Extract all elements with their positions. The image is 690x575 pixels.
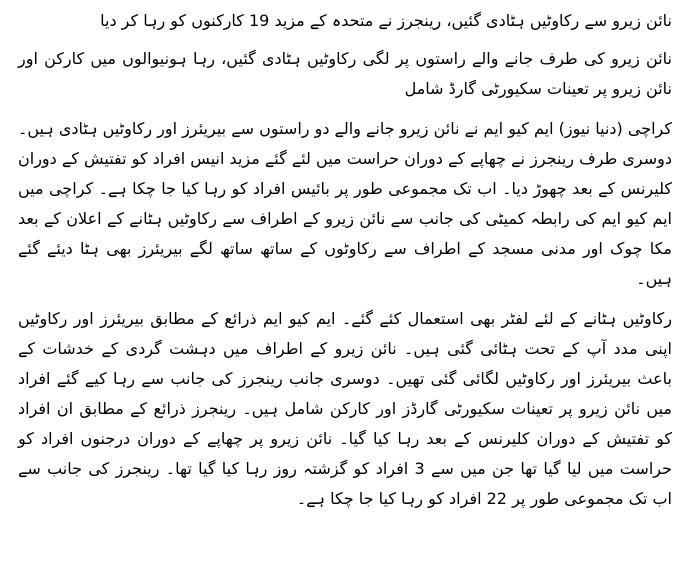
article-paragraph-1: کراچی (دنیا نیوز) ایم کیو ایم نے نائن زیرو جانے والے دو راستوں سے بیریئرز اور رکاوٹیں ہٹادی ہیں۔ دوسری طرف رینجرز نے چھاپے کے دوران حراست میں لئے گئے مزید انیس افراد کو تفتیش کے دوران کلیرنس کے بعد چھوڑ دیا۔ اب تک مجموعی طور پر بائیس افراد کو رہا کیا جا چکا ہے۔ کراچی میں ایم کیو ایم کی رابطہ کمیٹی کی جانب سے نائن زیرو کے اطراف سے رکاوٹیں ہٹانے کے اعلان کے بعد مکا چوک اور مدنی مسجد کے اطراف سے رکاوٹوں کے ساتھ ساتھ لگے بیریئرز بھی ہٹا دیئے گئے ہیں۔: [18, 119, 672, 288]
article-paragraph-2: رکاوٹیں ہٹانے کے لئے لفٹر بھی استعمال کئے گئے۔ ایم کیو ایم ذرائع کے مطابق بیریئرز اور رکاوٹیں اپنی مدد آپ کے تحت ہٹائی گئی ہیں۔ نائن زیرو کے اطراف میں دہشت گردی کے خدشات کے باعث بیریئرز اور رکاوٹیں لگائی گئی تھیں۔ دوسری جانب رینجرز کی جانب سے رہا کیے گئے افراد میں نائن زیرو پر تعینات سکیورٹی گارڈز اور کارکن شامل ہیں۔ رینجرز ذرائع کے مطابق ان افراد کو تفتیش کے دوران کلیرنس کے بعد رہا کیا گیا۔ نائن زیرو پر چھاپے کے دوران درجنوں افراد کو حراست میں لیا گیا تھا جن میں سے 3 افراد کو گزشتہ روز رہا کیا گیا تھا۔ رینجرز کی جانب سے اب تک مجموعی طور پر 22 افراد کو رہا کیا جا چکا ہے۔: [18, 309, 673, 508]
article-subheadline: نائن زیرو کی طرف جانے والے راستوں پر لگی رکاوٹیں ہٹادی گئیں، رہا ہونیوالوں میں کارکن اور نائن زیرو پر تعینات سکیورٹی گارڈ شامل: [18, 49, 672, 98]
article-headline: نائن زیرو سے رکاوٹیں ہٹادی گئیں، رینجرز نے متحدہ کے مزید 19 کارکنوں کو رہا کر دیا: [100, 11, 672, 30]
